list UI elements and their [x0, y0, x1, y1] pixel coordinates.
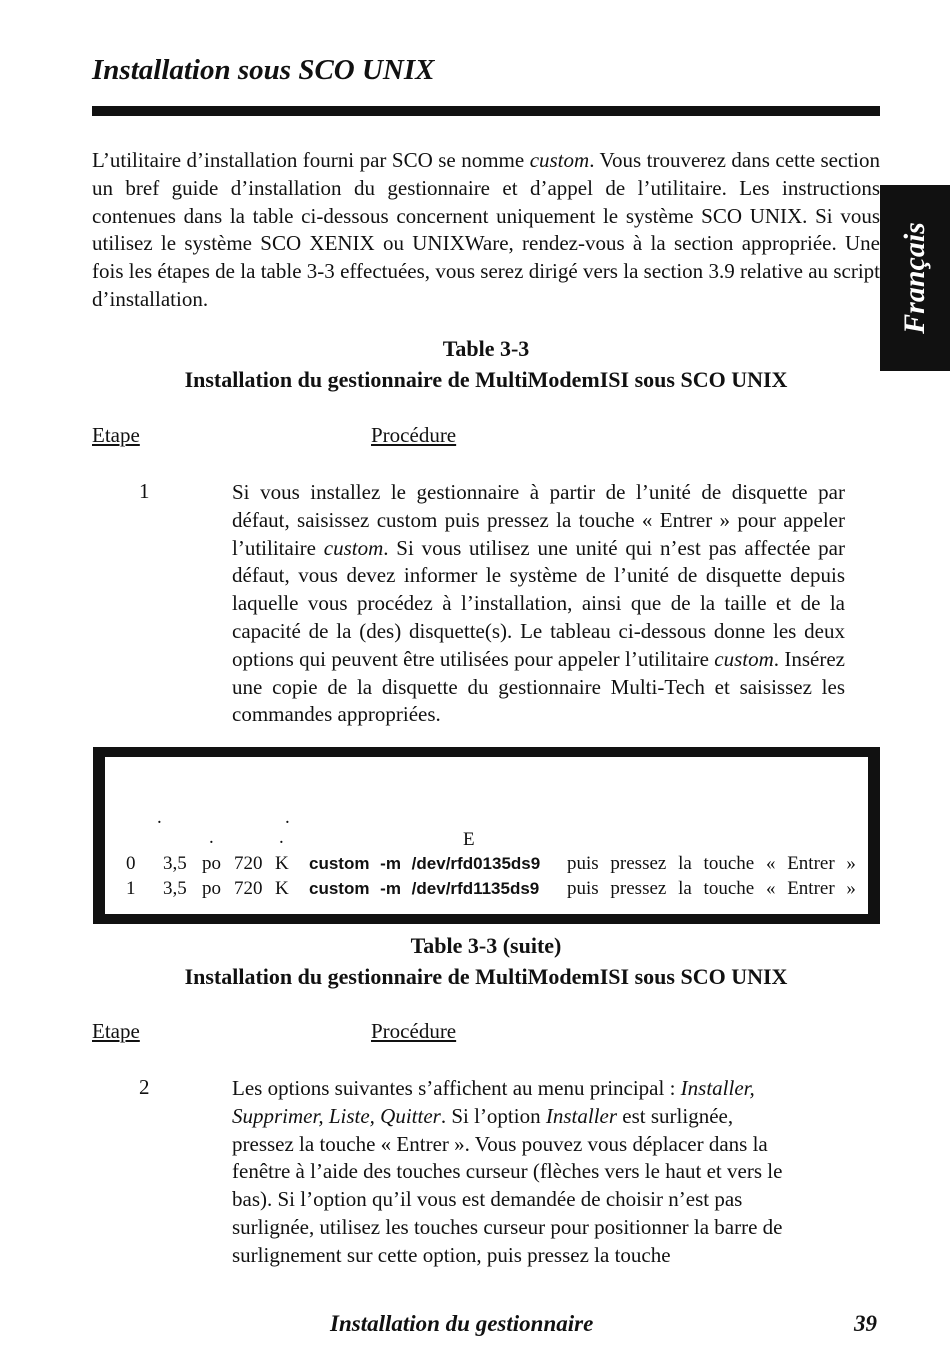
- page-number: 39: [854, 1311, 877, 1336]
- cmd-row-command: custom -m /dev/rfd1135ds9: [309, 879, 540, 898]
- cmd-row-k: K: [275, 853, 289, 874]
- cmd-row-capacity: 720: [234, 853, 263, 874]
- table2-step-number: 2: [139, 1075, 150, 1099]
- proc-text-c: . Insérez une copie de la disquette du gestionnaire Multi-Tech et saisissez les commandes appropriées.: [232, 646, 845, 727]
- cmd-row-size: 3,5: [163, 853, 187, 874]
- command-box-dot: .: [209, 827, 214, 848]
- table2-col-procedure: Procédure: [371, 1019, 457, 1043]
- proc-em-b: custom: [714, 646, 774, 671]
- proc2-line: [232, 1075, 852, 1103]
- intro-text-rest: . Vous trouverez dans cette section un bref guide d’installation du gestionnaire et d’appel de l’utilitaire. Les instructions contenues dans la table ci-dessous concernent uniquement le système SCO UNIX. Si vous utilisez le système SCO XENIX ou UNIXWare, rendez-vous à la section appropriée. Une fois les étapes de la table 3-3 effectuées, vous serez dirigé vers la section 3.9 relative au script d’installation.: [92, 148, 880, 311]
- header-rule: [92, 106, 880, 116]
- proc-text-b: . Si vous utilisez une unité qui n’est pas affectée par défaut, vous devez informer le système de l’unité de disquette depuis laquelle vous procédez à l’installation, ainsi que de la taille et de la capacité de la (des) disquette(s). Le tableau ci-dessous donne les deux options qui peuvent être utilisées pour appeler l’utilitaire: [232, 535, 845, 671]
- cmd-row-k: K: [275, 878, 289, 899]
- language-side-tab-label: Français: [898, 222, 931, 334]
- proc2-line: pressez la touche « Entrer ». Vous pouvez vous déplacer dans la: [232, 1131, 768, 1156]
- table2-caption: [92, 930, 880, 992]
- proc2-line: bas). Si l’option qu’il vous est demandée de choisir n’est pas: [232, 1187, 743, 1212]
- proc2-em: Installer: [545, 1103, 618, 1128]
- table2-step-procedure: [232, 1075, 852, 1270]
- proc2-text: . Si l’option: [440, 1103, 546, 1128]
- table2-caption-title: Installation du gestionnaire de MultiModemISI sous SCO UNIX: [184, 964, 788, 989]
- table1-caption-title: Installation du gestionnaire de MultiModemISI sous SCO UNIX: [184, 367, 788, 392]
- cmd-row-capacity: 720: [234, 878, 263, 899]
- command-box-dot: .: [157, 807, 162, 828]
- proc2-em: Supprimer, Liste, Quitter: [232, 1103, 441, 1128]
- command-box-inner: [105, 757, 868, 914]
- cmd-row-unit: 0: [126, 853, 136, 874]
- proc2-text: est surlignée,: [617, 1103, 734, 1128]
- page-header-title: Installation sous SCO UNIX: [92, 54, 435, 86]
- command-box: [93, 747, 880, 924]
- table2-col-step: Etape: [92, 1019, 140, 1043]
- cmd-row-unit: 1: [126, 878, 136, 899]
- footer-title: Installation du gestionnaire: [330, 1311, 594, 1336]
- proc2-line: fenêtre à l’aide des touches curseur (flèches vers le haut et vers le: [232, 1159, 783, 1184]
- table1-col-step: Etape: [92, 423, 140, 447]
- table2-caption-number: Table 3-3 (suite): [410, 933, 562, 958]
- intro-paragraph: [92, 147, 880, 314]
- proc-text-a: Si vous installez le gestionnaire à partir de l’unité de disquette par défaut, saisissez custom puis pressez la touche « Entrer » pour appeler l’utilitaire: [232, 480, 845, 560]
- table1-caption-number: Table 3-3: [442, 336, 530, 361]
- proc-em-a: custom: [323, 535, 384, 560]
- proc2-em: Installer,: [680, 1076, 755, 1100]
- command-box-dot: .: [279, 827, 284, 848]
- cmd-row-suffix: puis pressez la touche « Entrer »: [567, 878, 856, 899]
- proc2-line: surlignement sur cette option, puis pressez la touche: [232, 1242, 671, 1267]
- cmd-row-suffix: puis pressez la touche « Entrer »: [567, 853, 856, 874]
- cmd-row-po: po: [202, 853, 221, 874]
- proc2-line: surlignée, utilisez les touches curseur pour positionner la barre de: [232, 1214, 783, 1239]
- command-box-header-e: E: [463, 829, 475, 850]
- proc2-line: [232, 1103, 852, 1131]
- table1-col-procedure: Procédure: [371, 423, 457, 447]
- cmd-row-po: po: [202, 878, 221, 899]
- cmd-row-command: custom -m /dev/rfd0135ds9: [309, 854, 541, 873]
- table1-step-procedure: [232, 479, 845, 729]
- proc2-text: Les options suivantes s’affichent au menu principal :: [232, 1076, 681, 1100]
- language-side-tab: [880, 185, 950, 371]
- cmd-row-size: 3,5: [163, 878, 187, 899]
- command-box-dot: .: [285, 807, 290, 828]
- intro-emphasis: custom: [529, 148, 590, 172]
- intro-text: L’utilitaire d’installation fourni par SCO se nomme: [92, 148, 530, 172]
- table1-caption: [92, 333, 880, 395]
- table1-step-number: 1: [139, 479, 150, 503]
